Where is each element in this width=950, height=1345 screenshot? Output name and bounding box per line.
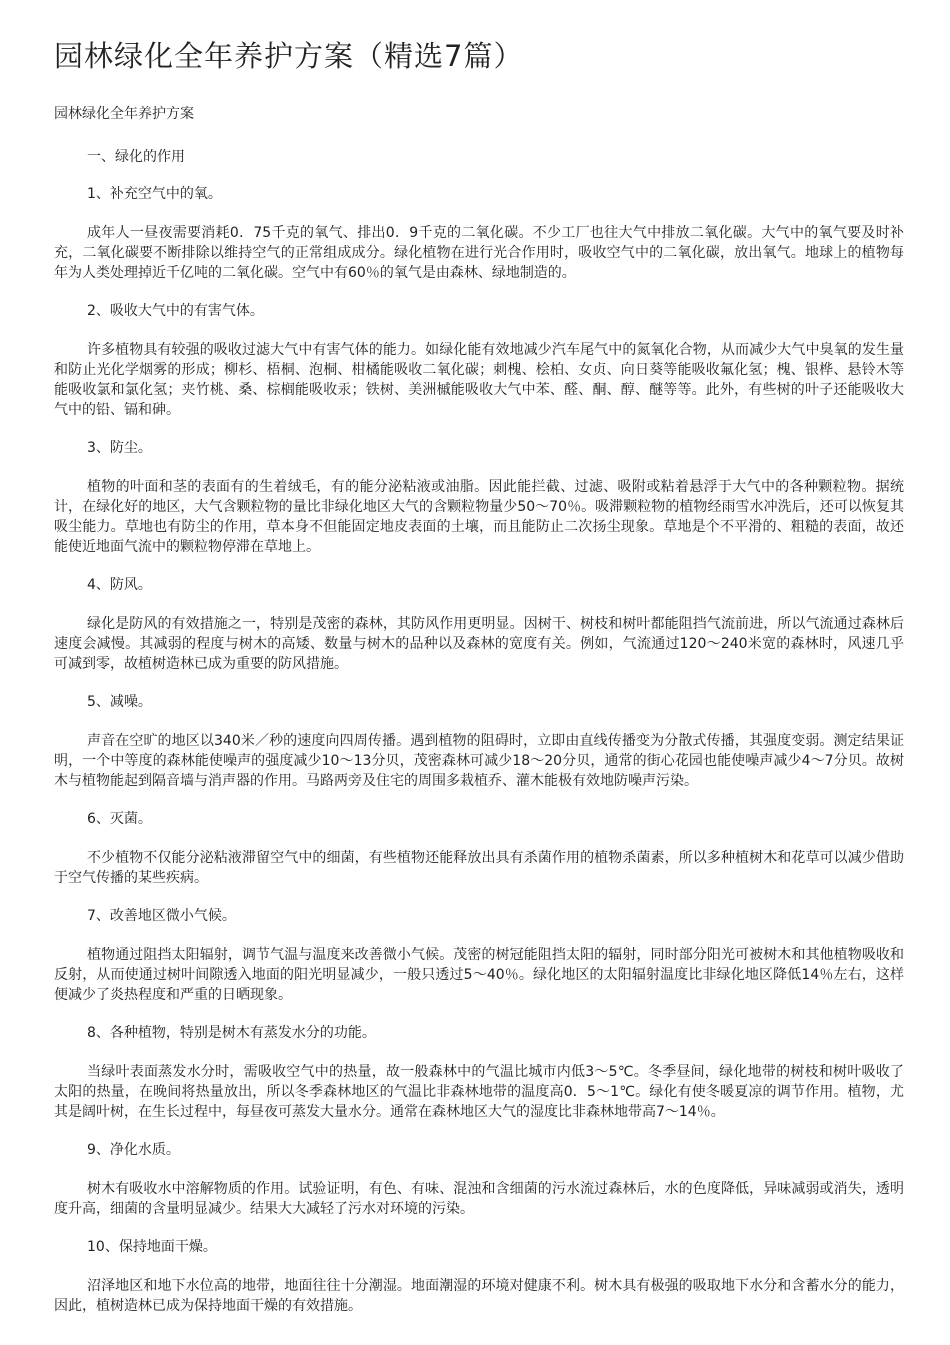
item-heading-4: 4、防风。 xyxy=(87,577,152,593)
item-paragraph-3: 植物的叶面和茎的表面有的生着绒毛，有的能分泌粘液或油脂。因此能拦截、过滤、吸附或粘着悬浮于大气中的各种颗粒物。据统计，在绿化好的地区，大气含颗粒物的量比非绿化地区大气的含颗粒物量少50～70％。吸滞颗粒物的植物经雨雪水冲洗后，还可以恢复其吸尘能力。草地也有防尘的作用，草本身不但能固定地皮表面的土壤，而且能防止二次扬尘现象。草地是个不平滑的、粗糙的表面，故还能使近地面气流中的颗粒物停滞在草地上。 xyxy=(54,479,904,555)
item-paragraph-4: 绿化是防风的有效措施之一，特别是茂密的森林，其防风作用更明显。因树干、树枝和树叶都能阻挡气流前进，所以气流通过森林后速度会减慢。其减弱的程度与树木的高矮、数量与树木的品种以及森林的宽度有关。例如，气流通过120～240米宽的森林时，风速几乎可减到零，故植树造林已成为重要的防风措施。 xyxy=(54,616,904,672)
section-heading: 一、绿化的作用 xyxy=(87,149,185,165)
item-heading-1: 1、补充空气中的氧。 xyxy=(87,186,222,202)
item-paragraph-10: 沼泽地区和地下水位高的地带，地面往往十分潮湿。地面潮湿的环境对健康不利。树木具有极强的吸取地下水分和含蓄水分的能力，因此，植树造林已成为保持地面干燥的有效措施。 xyxy=(54,1278,904,1314)
document-title: 园林绿化全年养护方案（精选7篇） xyxy=(54,39,524,73)
item-paragraph-6: 不少植物不仅能分泌粘液滞留空气中的细菌，有些植物还能释放出具有杀菌作用的植物杀菌素，所以多种植树木和花草可以减少借助于空气传播的某些疾病。 xyxy=(54,850,904,886)
item-paragraph-7: 植物通过阻挡太阳辐射，调节气温与温度来改善微小气候。茂密的树冠能阻挡太阳的辐射，同时部分阳光可被树木和其他植物吸收和反射，从而使通过树叶间隙透入地面的阳光明显减少，一般只透过5～40％。绿化地区的太阳辐射温度比非绿化地区降低14％左右，这样便减少了炎热程度和严重的日晒现象。 xyxy=(54,947,904,1003)
item-paragraph-1: 成年人一昼夜需要消耗0．75千克的氧气、排出0．9千克的二氧化碳。不少工厂也往大气中排放二氧化碳。大气中的氧气要及时补充，二氧化碳要不断排除以维持空气的正常组成成分。绿化植物在进行光合作用时，吸收空气中的二氧化碳，放出氧气。地球上的植物每年为人类处理掉近千亿吨的二氧化碳。空气中有60％的氧气是由森林、绿地制造的。 xyxy=(54,225,904,281)
item-heading-6: 6、灭菌。 xyxy=(87,811,152,827)
item-heading-10: 10、保持地面干燥。 xyxy=(87,1239,217,1255)
item-heading-7: 7、改善地区微小气候。 xyxy=(87,908,236,924)
item-heading-5: 5、减噪。 xyxy=(87,694,152,710)
item-heading-3: 3、防尘。 xyxy=(87,440,152,456)
item-paragraph-9: 树木有吸收水中溶解物质的作用。试验证明，有色、有味、混浊和含细菌的污水流过森林后，水的色度降低，异味减弱或消失，透明度升高，细菌的含量明显减少。结果大大减轻了污水对环境的污染。 xyxy=(54,1181,904,1217)
item-paragraph-8: 当绿叶表面蒸发水分时，需吸收空气中的热量，故一般森林中的气温比城市内低3～5℃。冬季昼间，绿化地带的树枝和树叶吸收了太阳的热量，在晚间将热量放出，所以冬季森林地区的气温比非森林地带的温度高0．5～1℃。绿化有使冬暖夏凉的调节作用。植物，尤其是阔叶树，在生长过程中，每昼夜可蒸发大量水分。通常在森林地区大气的湿度比非森林地带高7～14％。 xyxy=(54,1064,904,1120)
item-heading-9: 9、净化水质。 xyxy=(87,1142,180,1158)
item-paragraph-5: 声音在空旷的地区以340米／秒的速度向四周传播。遇到植物的阻碍时，立即由直线传播变为分散式传播，其强度变弱。测定结果证明，一个中等度的森林能使噪声的强度减少10～13分贝，茂密森林可减少18～20分贝，通常的街心花园也能使噪声减少4～7分贝。故树木与植物能起到隔音墙与消声器的作用。马路两旁及住宅的周围多栽植乔、灌木能极有效地防噪声污染。 xyxy=(54,733,904,789)
item-heading-2: 2、吸收大气中的有害气体。 xyxy=(87,303,264,319)
document-body xyxy=(54,104,904,1334)
document-subtitle: 园林绿化全年养护方案 xyxy=(54,106,194,122)
item-heading-8: 8、各种植物，特别是树木有蒸发水分的功能。 xyxy=(87,1025,376,1041)
item-paragraph-2: 许多植物具有较强的吸收过滤大气中有害气体的能力。如绿化能有效地减少汽车尾气中的氮氧化合物，从而减少大气中臭氧的发生量和防止光化学烟雾的形成；柳杉、梧桐、泡桐、柑橘能吸收二氧化碳；刺槐、桧柏、女贞、向日葵等能吸收氟化氢；槐、银桦、悬铃木等能吸收氯和氯化氢；夹竹桃、桑、棕榈能吸收汞；铁树、美洲槭能吸收大气中苯、醛、酮、醇、醚等等。此外，有些树的叶子还能吸收大气中的铅、镉和砷。 xyxy=(54,342,904,418)
